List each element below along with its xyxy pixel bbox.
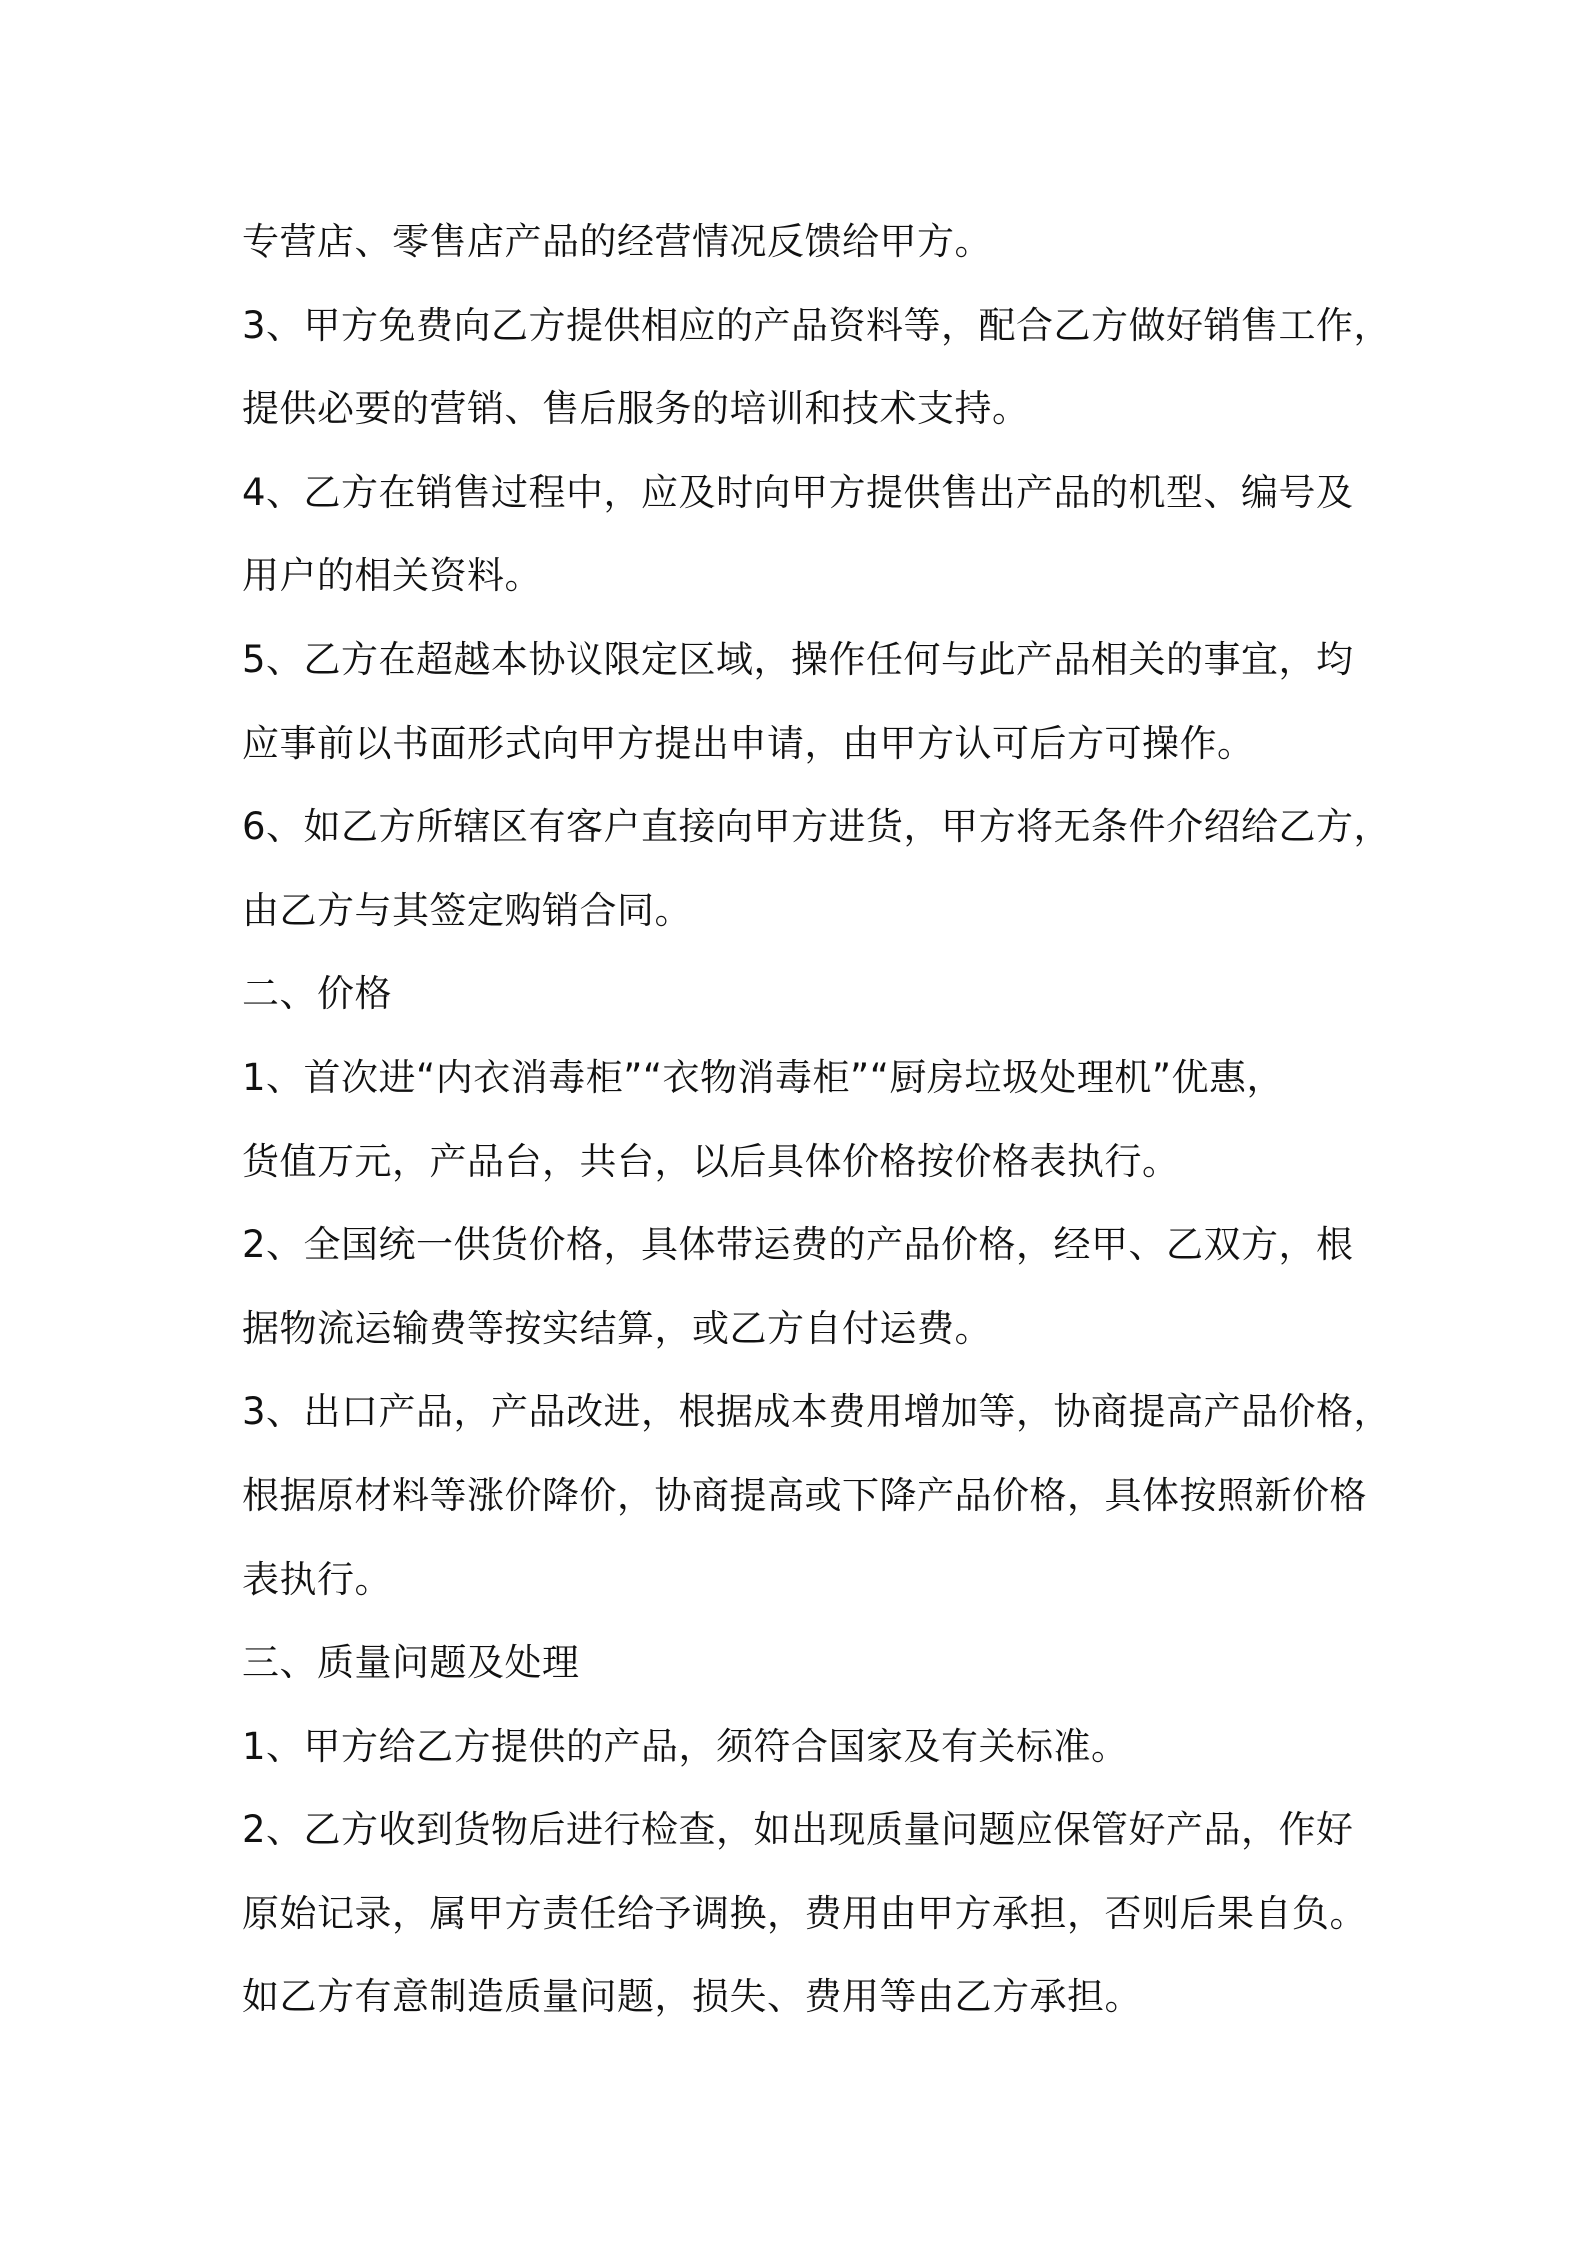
- text-line: 1、首次进“内衣消毒柜”“衣物消毒柜”“厨房垃圾处理机”优惠，: [242, 1055, 1285, 1099]
- text-line: 2、乙方收到货物后进行检查，如出现质量问题应保管好产品，作好: [242, 1808, 1354, 1852]
- text-line: 用户的相关资料。: [242, 554, 542, 598]
- text-line: 5、乙方在超越本协议限定区域，操作任何与此产品相关的事宜，均: [242, 637, 1354, 681]
- text-line: 据物流运输费等按实结算，或乙方自付运费。: [242, 1306, 992, 1350]
- text-line: 3、出口产品，产品改进，根据成本费用增加等，协商提高产品价格，: [242, 1390, 1392, 1434]
- section-heading: 三、质量问题及处理: [242, 1641, 580, 1685]
- text-line: 1、甲方给乙方提供的产品，须符合国家及有关标准。: [242, 1724, 1129, 1768]
- text-line: 提供必要的营销、售后服务的培训和技术支持。: [242, 387, 1030, 431]
- text-line: 如乙方有意制造质量问题，损失、费用等由乙方承担。: [242, 1975, 1142, 2019]
- document-body: [242, 200, 1392, 2039]
- text-line: 2、全国统一供货价格，具体带运费的产品价格，经甲、乙双方，根: [242, 1223, 1354, 1267]
- text-line: 表执行。: [242, 1557, 392, 1601]
- text-line: 4、乙方在销售过程中，应及时向甲方提供售出产品的机型、编号及: [242, 470, 1354, 514]
- text-line: 由乙方与其签定购销合同。: [242, 888, 692, 932]
- text-line: 3、甲方免费向乙方提供相应的产品资料等，配合乙方做好销售工作，: [242, 303, 1392, 347]
- section-heading: 二、价格: [242, 972, 392, 1016]
- text-line: 根据原材料等涨价降价，协商提高或下降产品价格，具体按照新价格: [242, 1473, 1367, 1517]
- text-line: 应事前以书面形式向甲方提出申请，由甲方认可后方可操作。: [242, 721, 1255, 765]
- text-line: 原始记录，属甲方责任给予调换，费用由甲方承担，否则后果自负。: [242, 1891, 1367, 1935]
- text-line: 货值万元，产品台，共台，以后具体价格按价格表执行。: [242, 1139, 1180, 1183]
- text-line: 6、如乙方所辖区有客户直接向甲方进货，甲方将无条件介绍给乙方，: [242, 805, 1392, 849]
- text-line: 专营店、零售店产品的经营情况反馈给甲方。: [242, 220, 992, 263]
